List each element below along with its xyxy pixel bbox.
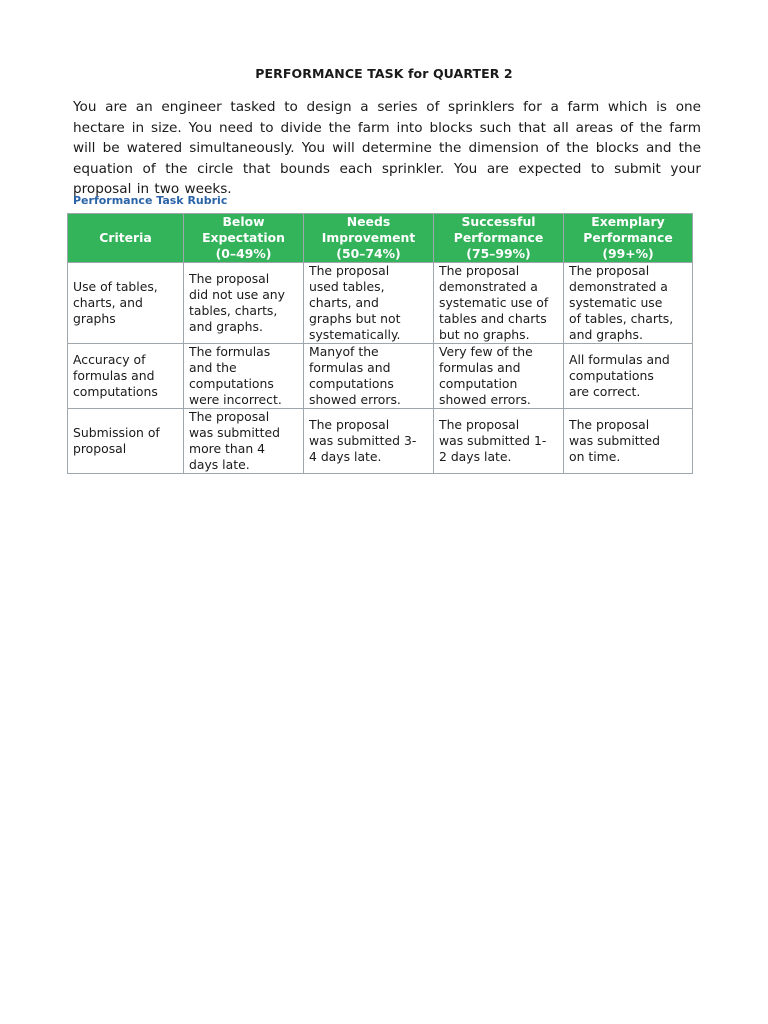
- needs-improvement-cell: Manyof the formulas and computations showed errors.: [304, 344, 434, 409]
- successful-performance-cell: The proposal demonstrated a systematic use of tables and charts but no graphs.: [434, 263, 564, 344]
- exemplary-performance-cell: All formulas and computations are correct.: [564, 344, 693, 409]
- header-exemplary-performance: Exemplary Performance (99+%): [564, 214, 693, 263]
- header-criteria: Criteria: [68, 214, 184, 263]
- exemplary-performance-cell: The proposal demonstrated a systematic use of tables, charts, and graphs.: [564, 263, 693, 344]
- successful-performance-cell: Very few of the formulas and computation showed errors.: [434, 344, 564, 409]
- header-successful-performance: Successful Performance (75–99%): [434, 214, 564, 263]
- below-expectation-cell: The formulas and the computations were incorrect.: [184, 344, 304, 409]
- rubric-heading: Performance Task Rubric: [73, 194, 228, 207]
- needs-improvement-cell: The proposal used tables, charts, and graphs but not systematically.: [304, 263, 434, 344]
- criteria-cell: Accuracy of formulas and computations: [68, 344, 184, 409]
- below-expectation-cell: The proposal was submitted more than 4 days late.: [184, 409, 304, 474]
- below-expectation-cell: The proposal did not use any tables, charts, and graphs.: [184, 263, 304, 344]
- needs-improvement-cell: The proposal was submitted 3- 4 days late.: [304, 409, 434, 474]
- table-row: [68, 409, 693, 474]
- table-row: [68, 344, 693, 409]
- header-needs-improvement: Needs Improvement (50–74%): [304, 214, 434, 263]
- table-row: [68, 263, 693, 344]
- exemplary-performance-cell: The proposal was submitted on time.: [564, 409, 693, 474]
- successful-performance-cell: The proposal was submitted 1- 2 days late.: [434, 409, 564, 474]
- task-description: You are an engineer tasked to design a series of sprinklers for a farm which is one hectare in size. You need to divide the farm into blocks such that all areas of the farm will be watered simultaneously. You will determine the dimension of the blocks and the equation of the circle that bounds each sprinkler. You are expected to submit your proposal in two weeks.: [73, 99, 701, 198]
- criteria-cell: Submission of proposal: [68, 409, 184, 474]
- rubric-table: [67, 213, 693, 474]
- rubric-header-row: [68, 214, 693, 263]
- criteria-cell: Use of tables, charts, and graphs: [68, 263, 184, 344]
- header-below-expectation: Below Expectation (0–49%): [184, 214, 304, 263]
- document-title: PERFORMANCE TASK for QUARTER 2: [255, 66, 513, 81]
